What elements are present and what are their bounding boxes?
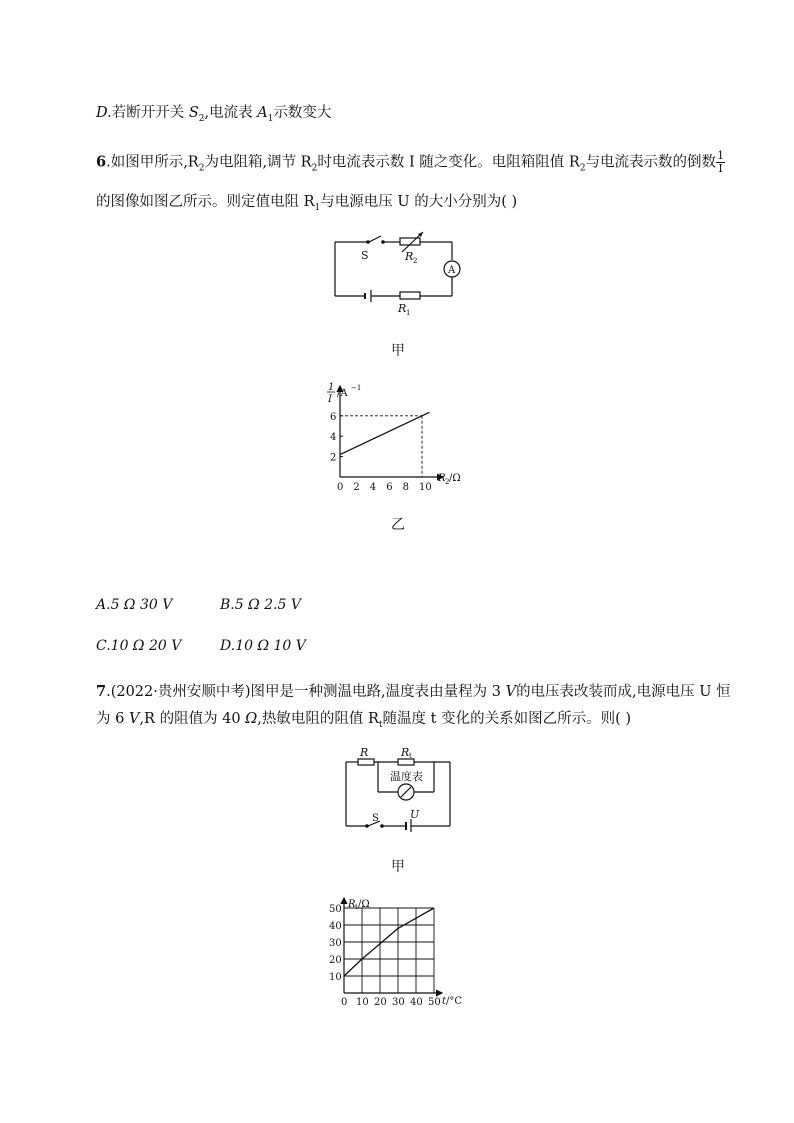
- q7-xtick-label: 50: [428, 997, 441, 1008]
- q7-caption-a: 甲: [391, 859, 405, 875]
- prev-option-d: D.若断开开关 $S_2$,电流表 $A_1$示数变大: [96, 105, 332, 124]
- q6-data-line: [340, 412, 429, 454]
- q7-ytick-label: 20: [329, 955, 342, 966]
- q7-switch-label: S: [372, 813, 379, 824]
- q6-ylabel-unit: /A: [337, 388, 348, 399]
- q6-ytick-label: 6: [330, 411, 337, 423]
- q6-option-d[interactable]: D.10 Ω 10 V: [220, 638, 306, 654]
- q7-circuit-diagram: [338, 744, 458, 832]
- q6-circuit-diagram: [325, 228, 465, 320]
- q6-xtick-label: 2: [353, 482, 360, 493]
- q6-xtick-label: 6: [386, 482, 393, 493]
- reciprocal-fraction: $\frac{1}{I}$: [717, 149, 725, 175]
- q7-source-label: U: [410, 808, 420, 821]
- q7-xtick-label: 0: [341, 997, 348, 1008]
- q7-xtick-label: 30: [392, 997, 405, 1008]
- q6-option-b[interactable]: B.5 Ω 2.5 V: [220, 597, 301, 613]
- q6-stem-line1: 6.如图甲所示$,R_2$为电阻箱,调节 $R_2$时电流表示数 I 随之变化。电阻箱阻值 $R_2$与电流表示数的倒数 $\frac{1}{I}$: [96, 149, 725, 175]
- q6-xtick-label: 10: [419, 482, 432, 493]
- q7-xtick-label: 40: [410, 997, 423, 1008]
- q6-ytick-label: 4: [330, 432, 337, 444]
- q7-graph: [318, 892, 478, 1012]
- q6-caption-a: 甲: [391, 343, 405, 359]
- q7-meter-label: 温度表: [390, 770, 423, 783]
- q7-stem-line1: 7.(2022·贵州安顺中考)图甲是一种测温电路,温度表由量程为 3 V的电压表改装而成,电源电压 U 恒: [96, 683, 731, 700]
- q6-ylabel-den: I: [328, 394, 332, 405]
- q6-caption-b: 乙: [391, 517, 405, 533]
- q6-xlabel-r: R: [438, 473, 446, 484]
- q6-ytick-label: 2: [330, 452, 337, 464]
- q7-ylabel-sub: t: [355, 903, 358, 911]
- q7-rt-label: R: [401, 746, 410, 759]
- q7-xlabel-unit: /°C: [446, 996, 463, 1007]
- q7-ylabel-unit: /Ω: [358, 899, 370, 910]
- q7-ytick-label: 30: [329, 938, 342, 949]
- q6-option-a[interactable]: A.5 Ω 30 V: [96, 597, 173, 613]
- q6-ylabel-exp: −1: [351, 384, 362, 392]
- q7-ytick-label: 40: [329, 921, 342, 932]
- q7-ytick-label: 50: [329, 904, 342, 915]
- q6-xlabel-sub: 2: [445, 478, 450, 486]
- q7-xtick-label: 10: [356, 997, 369, 1008]
- q7-stem-line2: 为 6 V,R 的阻值为 40 Ω,热敏电阻的阻值 $R_t$随温度 t 变化的关系如图乙所示。则( ): [96, 711, 632, 730]
- q6-ammeter-label: A: [448, 265, 456, 276]
- q6-graph: [318, 378, 478, 498]
- q6-r1-label: R: [398, 302, 407, 315]
- q7-r-label: R: [360, 746, 369, 759]
- q6-stem-line2: 的图像如图乙所示。则定值电阻 $R_1$与电源电压 U 的大小分别为( ): [96, 194, 518, 213]
- q6-xtick-label: 4: [369, 482, 377, 493]
- q7-ylabel-r: R: [348, 899, 356, 910]
- q6-xlabel-unit: /Ω: [449, 473, 461, 484]
- q7-ytick-label: 10: [329, 972, 342, 983]
- q6-r2-sub: 2: [413, 257, 418, 265]
- q6-xtick-label: 0: [337, 482, 344, 493]
- q6-option-c[interactable]: C.10 Ω 20 V: [96, 638, 182, 654]
- q6-r1-sub: 1: [406, 309, 411, 317]
- q7-xlabel-t: t: [442, 996, 447, 1007]
- q6-xtick-label: 8: [402, 482, 409, 493]
- q6-ylabel-num: 1: [328, 382, 335, 393]
- q6-r2-label: R: [405, 250, 414, 263]
- q7-xtick-label: 20: [374, 997, 387, 1008]
- q7-rt-sub: t: [409, 752, 412, 760]
- q6-switch-label: S: [361, 249, 369, 262]
